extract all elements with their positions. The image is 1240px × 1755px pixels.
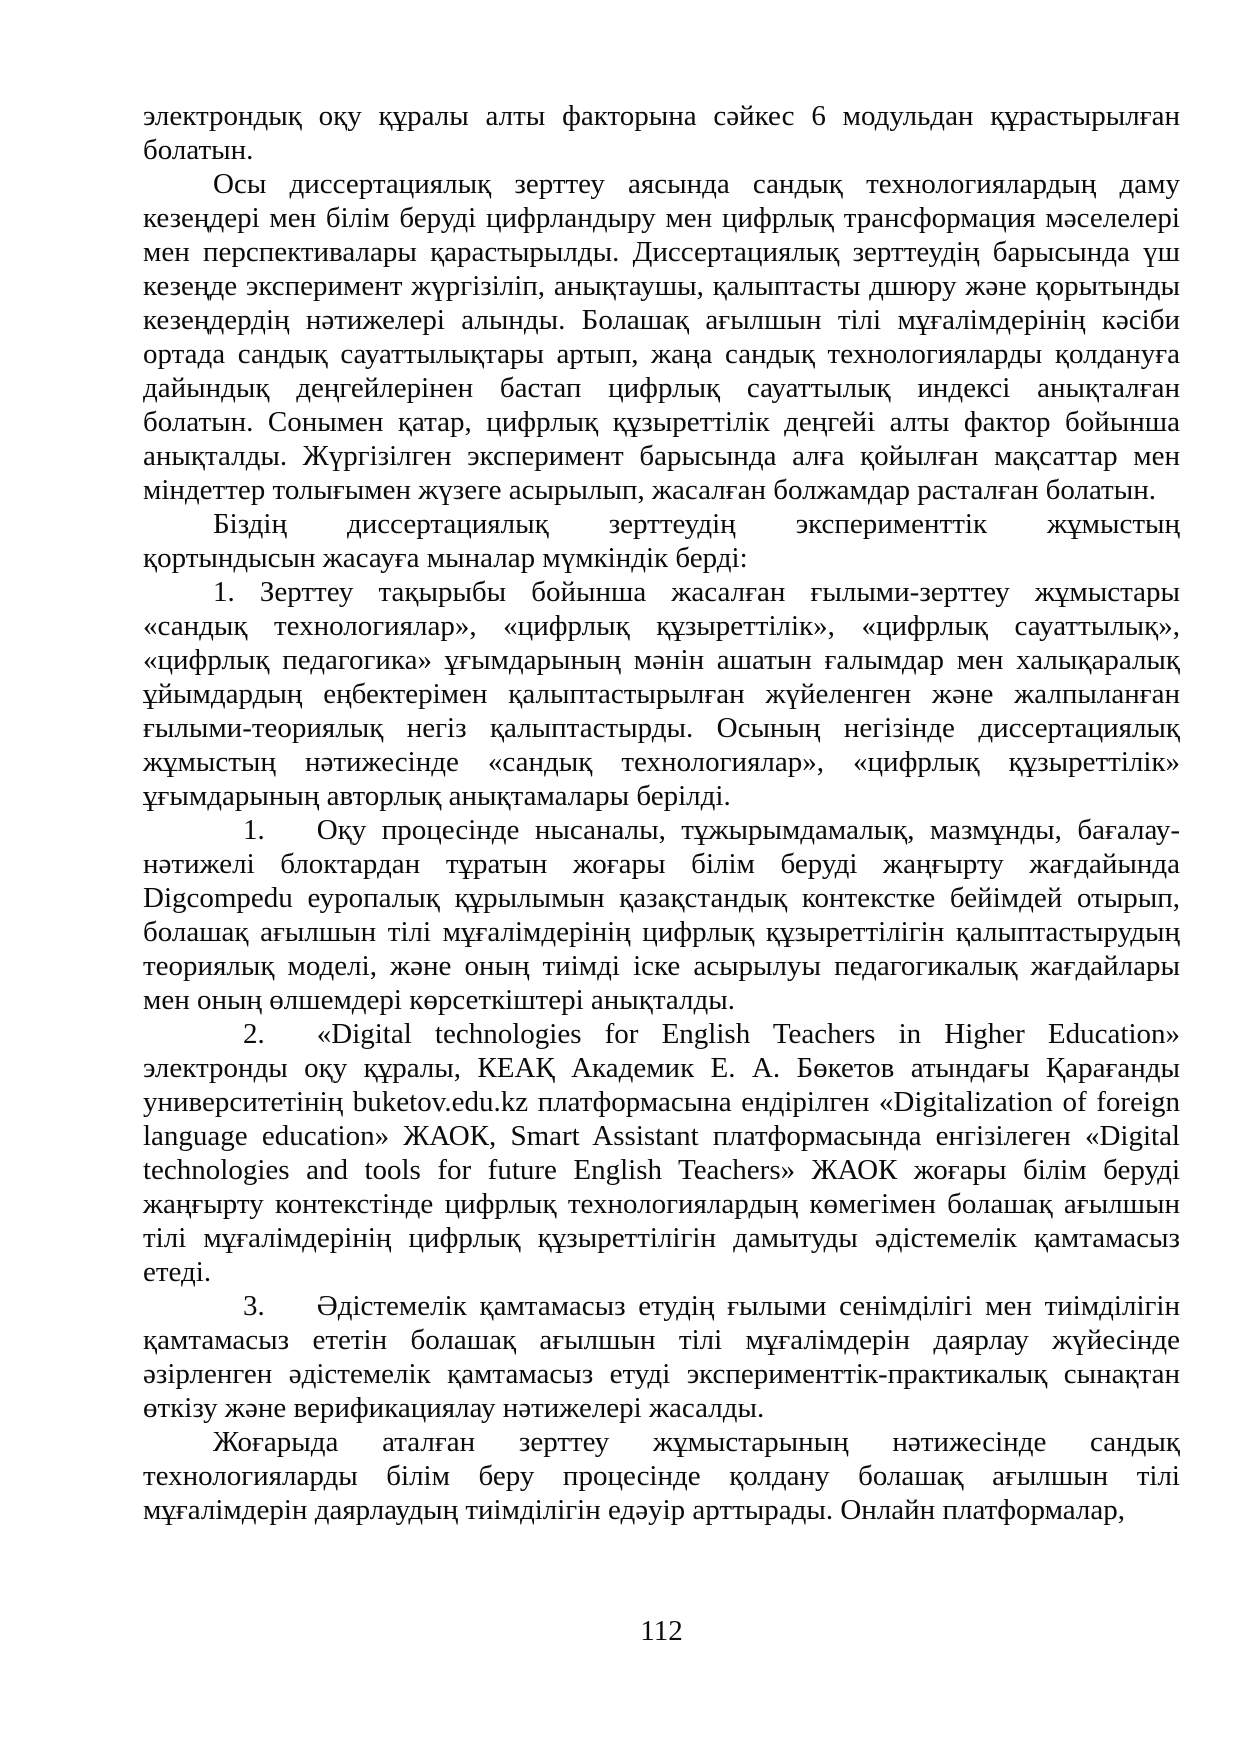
paragraph-text: «Digital technologies for English Teachers in Higher Education» электронды оқу құралы, КЕАҚ Академик Е. А. Бөкетов атындағы Қарағанды университетінің buketov.edu.kz платформасына ендірілген «Digitalization of foreign language education» ЖАОК, Smart Assistant платформасында енгізілеген «Digital technologies and tools for future English Teachers» ЖАОК жоғары білім беруді жаңғырту контекстінде цифрлық технологиялардың көмегімен болашақ ағылшын тілі мұғалімдерінің цифрлық құзыреттілігін дамытуды әдістемелік қамтамасыз етеді. — [143, 1018, 1180, 1288]
text-block — [143, 99, 1180, 1527]
paragraph: Осы диссертациялық зерттеу аясында сандық технологиялардың даму кезеңдері мен білім беруді цифрландыру мен цифрлық трансформация мәселелері мен перспективалары қарастырылды. Диссертациялық зерттеудің барысында үш кезеңде эксперимент жүргізіліп, анықтаушы, қалыптасты дшюру және қорытынды кезеңдердің нәтижелері алынды. Болашақ ағылшын тілі мұғалімдерінің кәсіби ортада сандық сауаттылықтары артып, жаңа сандық технологияларды қолдануға дайындық деңгейлерінен бастап цифрлық сауаттылық индексі анықталған болатын. Сонымен қатар, цифрлық құзыреттілік деңгейі алты фактор бойынша анықталды. Жүргізілген эксперимент барысында алға қойылған мақсаттар мен міндеттер толығымен жүзеге асырылып, жасалған болжамдар расталған болатын. — [143, 168, 1180, 506]
paragraph: Біздің диссертациялық зерттеудің эксперименттік жұмыстың — [213, 508, 1180, 540]
paragraph: Жоғарыда аталған зерттеу жұмыстарының нәтижесінде сандық технологияларды білім беру процесінде қолдану болашақ ағылшын тілі мұғалімдерін даярлаудың тиімділігін едәуір арттырады. Онлайн платформалар, — [143, 1426, 1180, 1526]
paragraph — [143, 1289, 1180, 1425]
list-item-number: 2. — [243, 1018, 265, 1050]
paragraph — [143, 813, 1180, 1017]
paragraph: электрондық оқу құралы алты факторына сәйкес 6 модульдан құрастырылған болатын. — [143, 100, 1180, 166]
paragraph: қортындысын жасауға мыналар мүмкіндік берді: — [143, 542, 748, 574]
list-item-number: 3. — [243, 1290, 265, 1322]
paragraph: 1. Зерттеу тақырыбы бойынша жасалған ғылыми-зерттеу жұмыстары «сандық технологиялар», «цифрлық құзыреттілік», «цифрлық сауаттылық», «цифрлық педагогика» ұғымдарының мәнін ашатын ғалымдар мен халықаралық ұйымдардың еңбектерімен қалыптастырылған жүйеленген және жалпыланған ғылыми-теориялық негіз қалыптастырды. Осының негізінде диссертациялық жұмыстың нәтижесінде «сандық технологиялар», «цифрлық құзыреттілік» ұғымдарының авторлық анықтамалары берілді. — [143, 576, 1180, 812]
page-number: 112 — [640, 1615, 683, 1647]
paragraph-text: Оқу процесінде нысаналы, тұжырымдамалық, мазмұнды, бағалау-нәтижелі блоктардан тұратын жоғары білім беруді жаңғырту жағдайында Digcompedu еуропалық құрылымын қазақстандық контекстке бейімдей отырып, болашақ ағылшын тілі мұғалімдерінің цифрлық құзыреттілігін қалыптастырудың теориялық моделі, және оның тиімді іске асырылуы педагогикалық жағдайлары мен оның өлшемдері көрсеткіштері анықталды. — [143, 814, 1180, 1016]
paragraph-text: Әдістемелік қамтамасыз етудің ғылыми сенімділігі мен тиімділігін қамтамасыз ететін болашақ ағылшын тілі мұғалімдерін даярлау жүйесінде әзірленген әдістемелік қамтамасыз етуді эксперименттік-практикалық сынақтан өткізу және верификациялау нәтижелері жасалды. — [143, 1290, 1180, 1424]
paragraph — [143, 1017, 1180, 1289]
list-item-number: 1. — [243, 814, 265, 846]
